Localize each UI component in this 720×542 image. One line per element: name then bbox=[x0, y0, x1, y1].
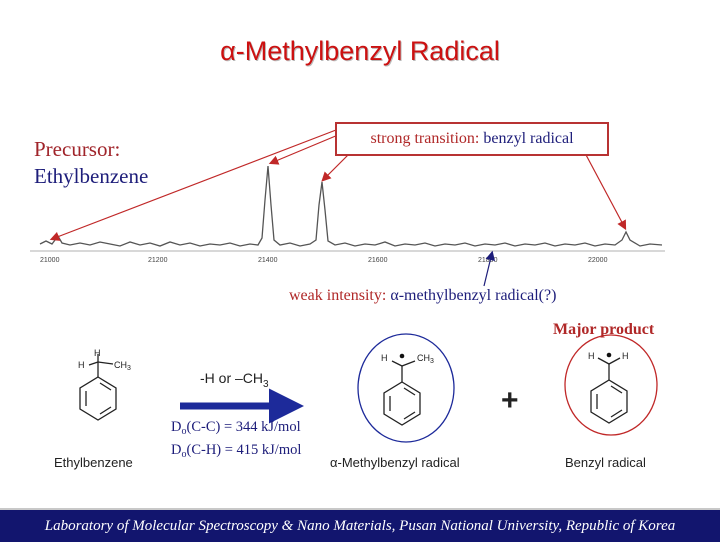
alpha-methylbenzyl-CH3: $CH_3$ bbox=[417, 353, 434, 365]
benzyl-H-left: H bbox=[588, 351, 595, 361]
major-product-label: Major product bbox=[553, 321, 655, 338]
x-tick-label: 21800 bbox=[478, 257, 498, 264]
alpha-methylbenzyl-H: H bbox=[381, 353, 388, 363]
footer-text: Laboratory of Molecular Spectroscopy & Nano Materials, Pusan National University, Republic of Korea bbox=[44, 518, 676, 534]
precursor-line1: Precursor: bbox=[34, 137, 121, 161]
arrow-to-peak-3 bbox=[323, 153, 350, 180]
footer-bar bbox=[0, 508, 720, 542]
benzyl-H-right: H bbox=[622, 351, 629, 361]
ethylbenzene-structure bbox=[80, 354, 116, 420]
arrow-to-peak-1 bbox=[52, 130, 336, 239]
slide-title: α-Methylbenzyl Radical bbox=[220, 36, 500, 66]
x-tick-label: 21200 bbox=[148, 257, 168, 264]
reaction-label: -H or $-CH_3$ bbox=[200, 370, 269, 390]
x-tick-label: 21000 bbox=[40, 257, 60, 264]
radical-dot bbox=[400, 354, 405, 359]
x-tick-label: 22000 bbox=[588, 257, 608, 264]
arrow-to-peak-2 bbox=[271, 135, 338, 163]
alpha-methylbenzyl-structure bbox=[384, 361, 420, 425]
arrow-to-peak-4 bbox=[585, 153, 625, 228]
strong-transition-callout bbox=[335, 122, 609, 156]
ethylbenzene-CH3: $CH_3$ bbox=[114, 360, 131, 372]
strong-transition-highlight: benzyl radical bbox=[483, 130, 574, 147]
plus-sign: + bbox=[501, 384, 519, 417]
weak-intensity-prefix: weak intensity: bbox=[289, 287, 391, 304]
alpha-methylbenzyl-name: α-Methylbenzyl radical bbox=[330, 455, 460, 470]
spectrum-trace bbox=[40, 166, 662, 246]
weak-intensity-label bbox=[289, 287, 556, 305]
radical-dot bbox=[607, 353, 612, 358]
benzyl-name: Benzyl radical bbox=[565, 455, 646, 470]
x-tick-label: 21600 bbox=[368, 257, 388, 264]
ethylbenzene-H-top: H bbox=[94, 348, 101, 358]
bde-ch: $D_o(C-H) = 415$ kJ/mol bbox=[171, 442, 302, 460]
bde-cc: $D_o(C-C) = 344$ kJ/mol bbox=[171, 419, 301, 437]
benzyl-structure bbox=[591, 358, 627, 423]
x-tick-label: 21400 bbox=[258, 257, 278, 264]
benzyl-circle bbox=[565, 335, 657, 435]
precursor-line2: Ethylbenzene bbox=[34, 164, 149, 188]
weak-intensity-highlight: α-methylbenzyl radical(?) bbox=[390, 287, 557, 304]
bond-energies bbox=[171, 418, 301, 464]
alpha-methylbenzyl-circle bbox=[358, 334, 454, 442]
strong-transition-prefix: strong transition: bbox=[370, 130, 484, 147]
ethylbenzene-H-left: H bbox=[78, 360, 85, 370]
ethylbenzene-name: Ethylbenzene bbox=[54, 455, 133, 470]
